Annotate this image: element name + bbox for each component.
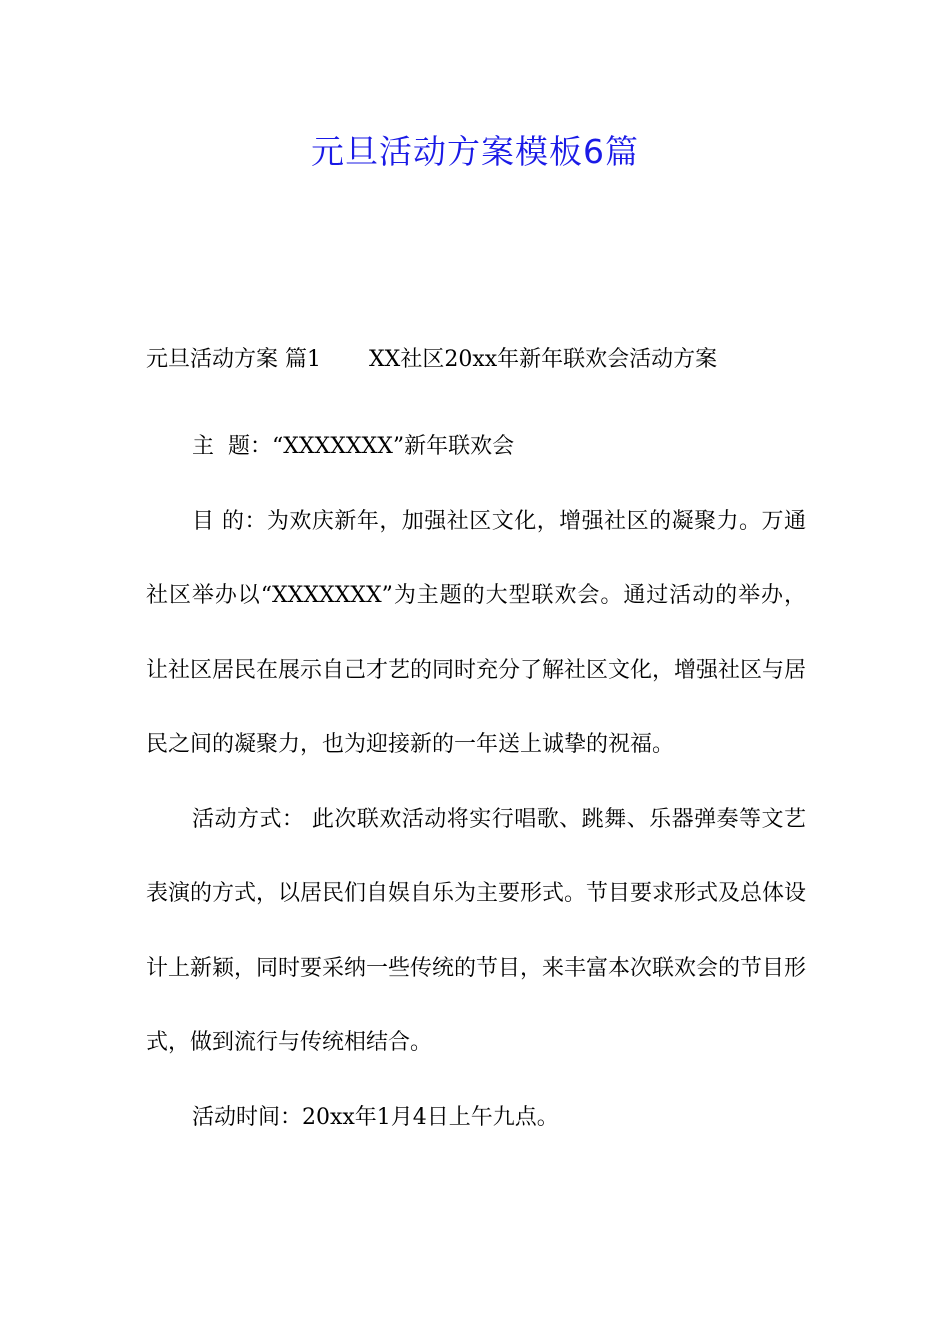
document-body	[146, 336, 806, 1155]
paragraph-theme: 主 题：“XXXXXXX”新年联欢会	[192, 434, 515, 459]
document-title: 元旦活动方案模板6篇	[311, 132, 639, 171]
paragraph-method: 活动方式： 此次联欢活动将实行唱歌、跳舞、乐器弹奏等文艺表演的方式，以居民们自娱自乐为主要形式。节目要求形式及总体设计上新颖，同时要采纳一些传统的节目，来丰富本次联欢会的节目形式，做到流行与传统相结合。	[146, 806, 807, 1055]
section-heading: XX社区20xx年新年联欢会活动方案	[369, 347, 718, 372]
paragraph-time: 活动时间：20xx年1月4日上午九点。	[192, 1104, 559, 1130]
section-heading-line	[146, 336, 806, 410]
section-label: 元旦活动方案 篇1	[146, 347, 321, 372]
paragraph-purpose: 目 的：为欢庆新年，加强社区文化，增强社区的凝聚力。万通社区举办以“XXXXXXX”为主题的大型联欢会。通过活动的举办，让社区居民在展示自己才艺的同时充分了解社区文化，增强社区与居民之间的凝聚力，也为迎接新的一年送上诚挚的祝福。	[146, 508, 807, 757]
